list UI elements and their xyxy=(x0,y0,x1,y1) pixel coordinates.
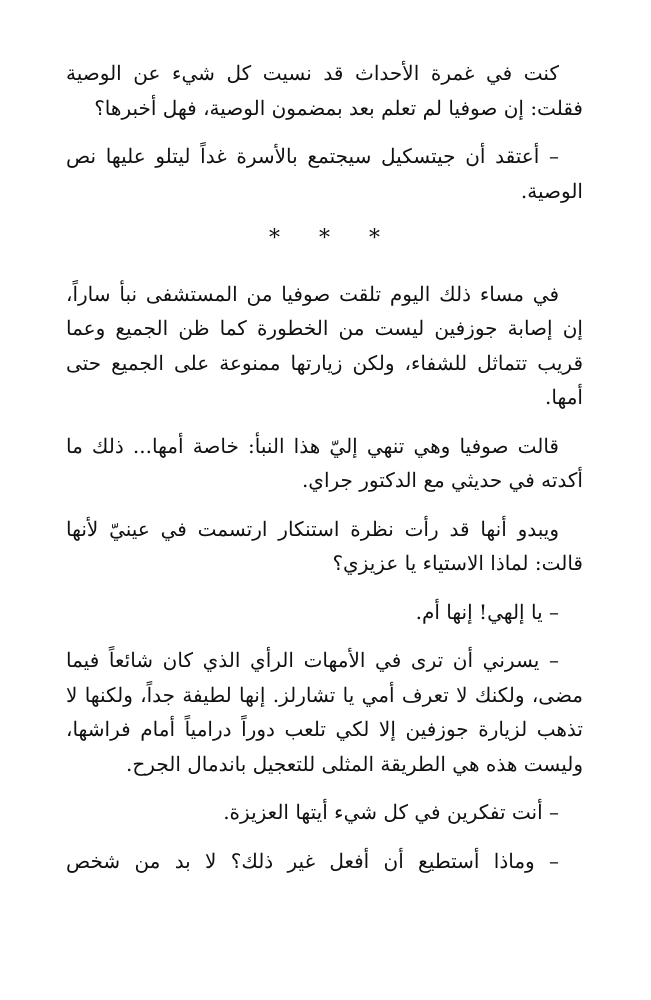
dialog-you-think-everything: – أنت تفكرين في كل شيء أيتها العزيزة. xyxy=(223,800,559,824)
paragraph-hospital-news: في مساء ذلك اليوم تلقت صوفيا من المستشفى نبأ ساراً، إن إصابة جوزفين ليست من الخطورة كما ظن الجميع وعما قريب تتماثل للشفاء، ولكن زيارتها ممنوعة على الجميع حتى أمها. xyxy=(66,281,583,409)
paragraph-sophia-says: قالت صوفيا وهي تنهي إليّ هذا النبأ: خاصة أمها... ذلك ما أكدته في حديثي مع الدكتور جراي. xyxy=(66,433,583,492)
section-separator: * * * xyxy=(269,226,396,251)
dialog-gitskill-reading: – أعتقد أن جيتسكيل سيجتمع بالأسرة غداً ليتلو عليها نص الوصية. xyxy=(66,144,583,203)
dialog-mothers-opinion: – يسرني أن ترى في الأمهات الرأي الذي كان شائعاً فيما مضى، ولكنك لا تعرف أمي يا تشارلز. إنها لطيفة جداً، ولكنها لا تذهب لزيارة جوزفين إلا لكي تلعب دوراً درامياً أمام فراشها، وليست هذه هي الطريقة المثلى للتعجيل باندمال الجرح. xyxy=(66,648,583,776)
dialog-what-else-cut: – وماذا أستطيع أن أفعل غير ذلك؟ لا بد من شخص xyxy=(66,848,559,873)
dialog-she-is-mother: – يا إلهي! إنها أم. xyxy=(415,599,559,624)
paragraph-will-forgotten: كنت في غمرة الأحداث قد نسيت كل شيء عن الوصية فقلت: إن صوفيا لم تعلم بعد بمضمون الوصية، فهل أخبرها؟ xyxy=(66,61,583,120)
book-page xyxy=(66,56,583,878)
paragraph-disapproval-look: ويبدو أنها قد رأت نظرة استنكار ارتسمت في عينيّ لأنها قالت: لماذا الاستياء يا عزيزي؟ xyxy=(66,516,583,575)
